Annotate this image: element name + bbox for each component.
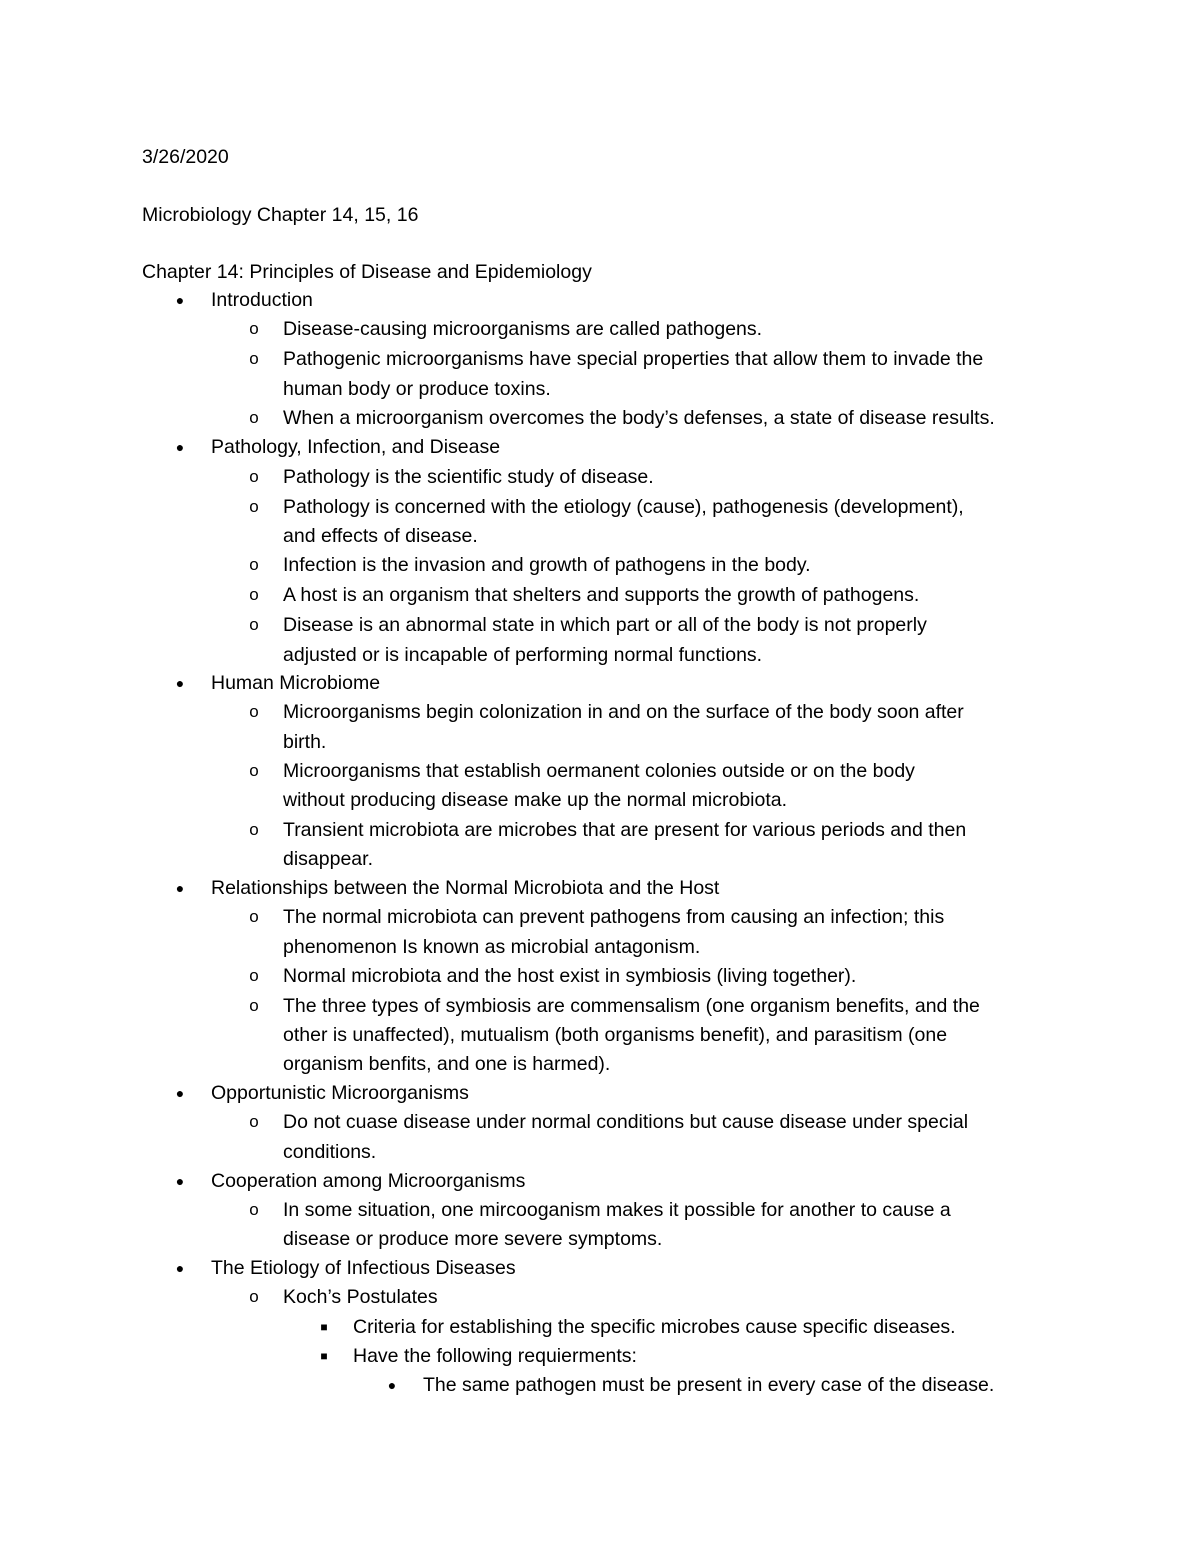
list-item-text: The same pathogen must be present in every case of the disease. — [423, 1374, 995, 1396]
square-bullet-icon: ■ — [320, 1349, 328, 1363]
list-item-continuation: conditions. — [283, 1141, 377, 1163]
circle-bullet-icon: o — [249, 615, 259, 634]
list-item-text: Normal microbiota and the host exist in symbiosis (living together). — [283, 965, 857, 987]
list-item-text: Pathology is concerned with the etiology (cause), pathogenesis (development), — [283, 496, 964, 518]
bullet-icon: ● — [175, 1085, 185, 1101]
list-item-continuation: without producing disease make up the normal microbiota. — [283, 789, 788, 811]
bullet-icon: ● — [387, 1377, 397, 1393]
bullet-icon: ● — [175, 880, 185, 896]
list-item-text: Disease is an abnormal state in which part or all of the body is not properly — [283, 614, 927, 636]
subsection-heading: Koch’s Postulates — [283, 1286, 438, 1308]
document-date: 3/26/2020 — [142, 146, 229, 168]
bullet-icon: ● — [175, 292, 185, 308]
circle-bullet-icon: o — [249, 702, 259, 721]
bullet-icon: ● — [175, 675, 185, 691]
chapter-heading: Chapter 14: Principles of Disease and Epidemiology — [142, 261, 592, 283]
circle-bullet-icon: o — [249, 761, 259, 780]
section-heading: Opportunistic Microorganisms — [211, 1082, 469, 1104]
list-item-continuation: disappear. — [283, 848, 373, 870]
list-item-text: A host is an organism that shelters and supports the growth of pathogens. — [283, 584, 920, 606]
list-item-text: Microorganisms begin colonization in and on the surface of the body soon after — [283, 701, 964, 723]
list-item-text: Do not cuase disease under normal conditions but cause disease under special — [283, 1111, 969, 1133]
list-item-continuation: birth. — [283, 731, 327, 753]
list-item-text: Disease-causing microorganisms are called pathogens. — [283, 318, 763, 340]
list-item-text: The three types of symbiosis are commensalism (one organism benefits, and the — [283, 995, 980, 1017]
list-item-continuation: and effects of disease. — [283, 525, 478, 547]
circle-bullet-icon: o — [249, 555, 259, 574]
list-item-text: The normal microbiota can prevent pathogens from causing an infection; this — [283, 906, 945, 928]
circle-bullet-icon: o — [249, 820, 259, 839]
circle-bullet-icon: o — [249, 408, 259, 427]
list-item-text: Pathology is the scientific study of disease. — [283, 466, 654, 488]
list-item-text: When a microorganism overcomes the body’s defenses, a state of disease results. — [283, 407, 995, 429]
section-heading: Human Microbiome — [211, 672, 381, 694]
list-item-text: In some situation, one mircooganism makes it possible for another to cause a — [283, 1199, 951, 1221]
bullet-icon: ● — [175, 1260, 185, 1276]
square-bullet-icon: ■ — [320, 1320, 328, 1334]
document-title: Microbiology Chapter 14, 15, 16 — [142, 204, 419, 226]
circle-bullet-icon: o — [249, 467, 259, 486]
list-item-text: Criteria for establishing the specific microbes cause specific diseases. — [353, 1316, 956, 1338]
section-heading: Cooperation among Microorganisms — [211, 1170, 526, 1192]
list-item-text: Infection is the invasion and growth of pathogens in the body. — [283, 554, 811, 576]
circle-bullet-icon: o — [249, 319, 259, 338]
circle-bullet-icon: o — [249, 907, 259, 926]
circle-bullet-icon: o — [249, 1112, 259, 1131]
bullet-icon: ● — [175, 439, 185, 455]
circle-bullet-icon: o — [249, 1287, 259, 1306]
section-heading: Introduction — [211, 289, 313, 311]
section-heading: Relationships between the Normal Microbiota and the Host — [211, 877, 720, 899]
bullet-icon: ● — [175, 1173, 185, 1189]
list-item-continuation: human body or produce toxins. — [283, 378, 551, 400]
list-item-text: Transient microbiota are microbes that are present for various periods and then — [283, 819, 967, 841]
list-item-continuation: adjusted or is incapable of performing normal functions. — [283, 644, 763, 666]
list-item-continuation: phenomenon Is known as microbial antagonism. — [283, 936, 701, 958]
list-item-text: Have the following requierments: — [353, 1345, 637, 1367]
section-heading: Pathology, Infection, and Disease — [211, 436, 501, 458]
section-heading: The Etiology of Infectious Diseases — [211, 1257, 516, 1279]
list-item-continuation: organism benfits, and one is harmed). — [283, 1053, 611, 1075]
list-item-text: Pathogenic microorganisms have special properties that allow them to invade the — [283, 348, 984, 370]
circle-bullet-icon: o — [249, 1200, 259, 1219]
circle-bullet-icon: o — [249, 585, 259, 604]
list-item-continuation: other is unaffected), mutualism (both organisms benefit), and parasitism (one — [283, 1024, 948, 1046]
circle-bullet-icon: o — [249, 966, 259, 985]
circle-bullet-icon: o — [249, 497, 259, 516]
list-item-continuation: disease or produce more severe symptoms. — [283, 1228, 663, 1250]
circle-bullet-icon: o — [249, 996, 259, 1015]
list-item-text: Microorganisms that establish oermanent colonies outside or on the body — [283, 760, 915, 782]
circle-bullet-icon: o — [249, 349, 259, 368]
